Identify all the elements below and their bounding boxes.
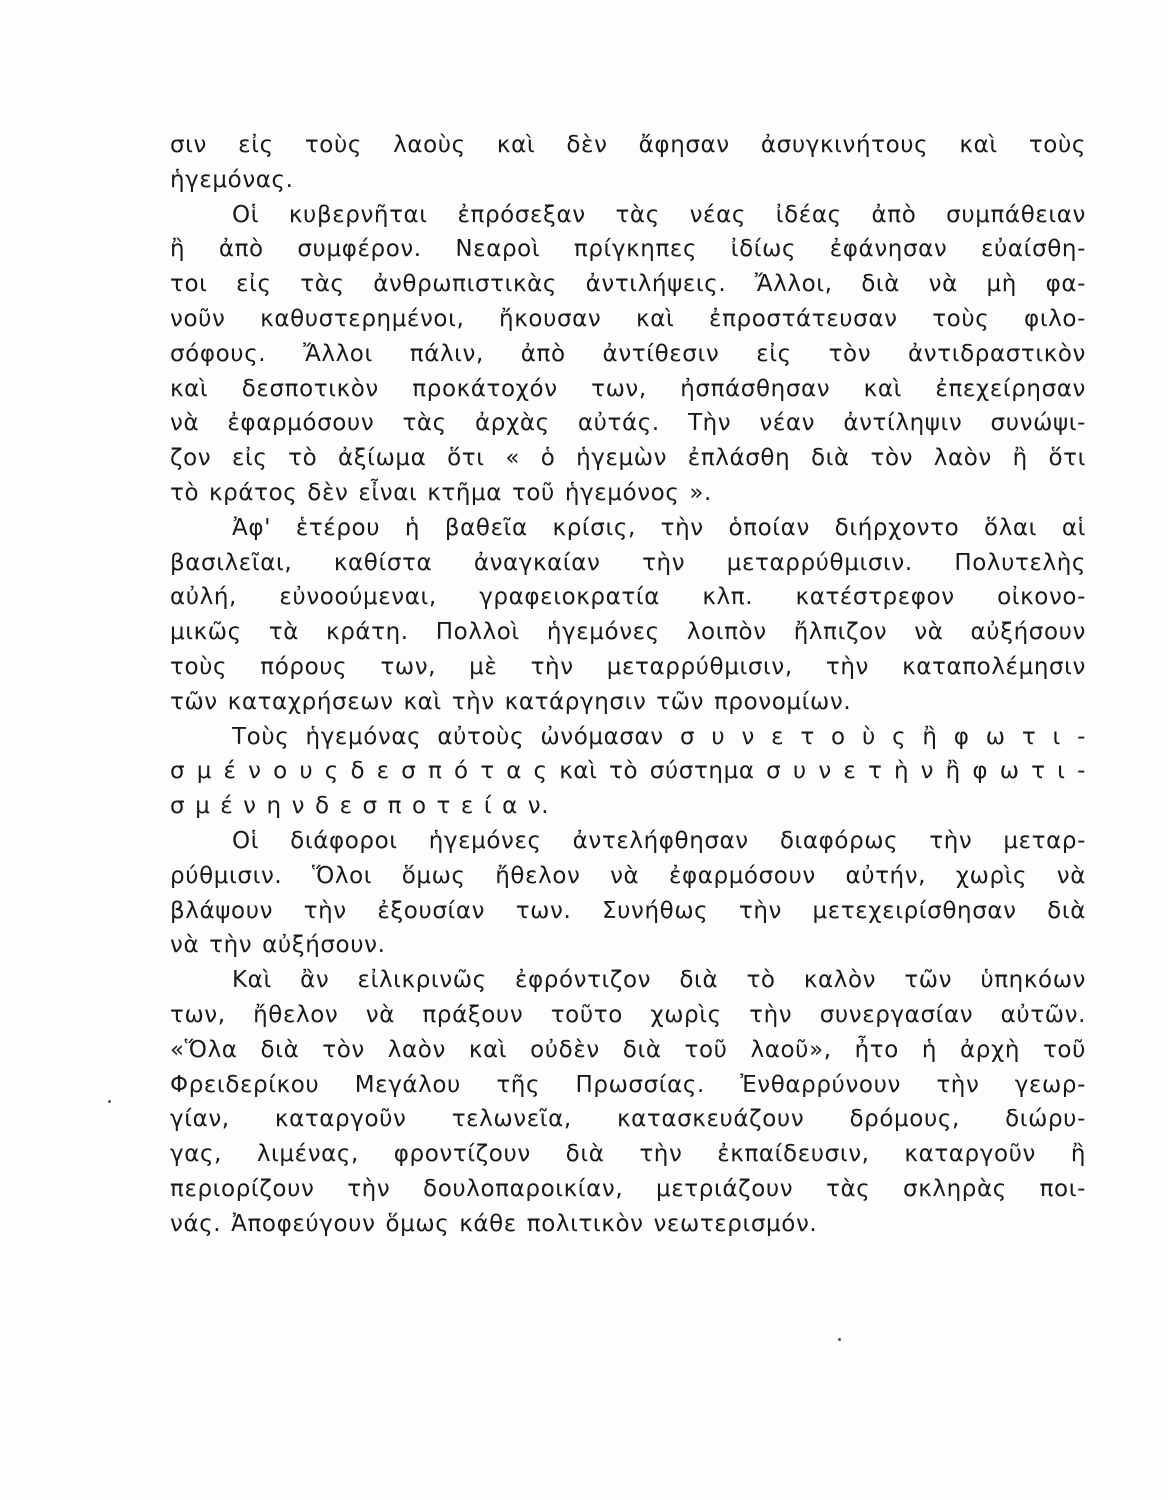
text-line: Φρειδερίκου Μεγάλου τῆς Πρωσσίας. Ἐνθαρρύνουν τὴν γεωρ- <box>170 1071 1086 1098</box>
text-line: νοῦν καθυστερημένοι, ἤκουσαν καὶ ἐπροστάτευσαν τοὺς φιλο- <box>170 305 1086 332</box>
text-line: μικῶς τὰ κράτη. Πολλοὶ ἡγεμόνες λοιπὸν ἤλπιζον νὰ αὐξήσουν <box>170 619 1086 646</box>
paragraph-start-line: Τοὺς ἡγεμόνας αὐτοὺς ὠνόμασαν σ υ ν ε τ ο ὺ ς ἢ φ ω τ ι - <box>232 723 1086 750</box>
text-line: σιν εἰς τοὺς λαοὺς καὶ δὲν ἄφησαν ἀσυγκινήτους καὶ τοὺς <box>170 132 1086 158</box>
text-line: περιορίζουν τὴν δουλοπαροικίαν, μετριάζουν τὰς σκληρὰς ποι- <box>170 1175 1086 1202</box>
text-line: αὐλή, εὐνοούμεναι, γραφειοκρατία κλπ. κατέστρεφον οἰκονο- <box>170 584 1086 611</box>
paragraph-start-line: Οἱ κυβερνῆται ἐπρόσεξαν τὰς νέας ἰδέας ἀπὸ συμπάθειαν <box>232 201 1086 228</box>
text-line: των, ἤθελον νὰ πράξουν τοῦτο χωρὶς τὴν συνεργασίαν αὐτῶν. <box>170 1001 1086 1028</box>
text-line: τὸ κράτος δὲν εἶναι κτῆμα τοῦ ἡγεμόνος ». <box>170 479 712 506</box>
text-line: ἢ ἀπὸ συμφέρον. Νεαροὶ πρίγκηπες ἰδίως ἐφάνησαν εὐαίσθη- <box>170 236 1086 263</box>
text-line: βασιλεῖαι, καθίστα ἀναγκαίαν τὴν μεταρρύθμισιν. Πολυτελὴς <box>170 549 1086 576</box>
text-line: βλάψουν τὴν ἐξουσίαν των. Συνήθως τὴν μετεχειρίσθησαν διὰ <box>170 897 1086 924</box>
text-line: νάς. Ἀποφεύγουν ὅμως κάθε πολιτικὸν νεωτερισμόν. <box>170 1210 818 1237</box>
paragraph-start-line: Ἀφ' ἑτέρου ἡ βαθεῖα κρίσις, τὴν ὁποίαν διήρχοντο ὅλαι αἱ <box>232 514 1086 541</box>
text-line: ἡγεμόνας. <box>170 166 294 193</box>
paragraph-start-line: Οἱ διάφοροι ἡγεμόνες ἀντελήφθησαν διαφόρως τὴν μεταρ- <box>232 827 1086 854</box>
text-line: τῶν καταχρήσεων καὶ τὴν κατάργησιν τῶν προνομίων. <box>170 688 852 715</box>
text-line: νὰ ἐφαρμόσουν τὰς ἀρχὰς αὐτάς. Τὴν νέαν ἀντίληψιν συνώψι- <box>170 410 1086 437</box>
text-line: καὶ δεσποτικὸν προκάτοχόν των, ἠσπάσθησαν καὶ ἐπεχείρησαν <box>170 375 1086 402</box>
text-line: σ μ έ ν η ν δ ε σ π ο τ ε ί α ν. <box>170 793 550 820</box>
text-line: «Ὅλα διὰ τὸν λαὸν καὶ οὐδὲν διὰ τοῦ λαοῦ», ἦτο ἡ ἀρχὴ τοῦ <box>170 1036 1086 1063</box>
text-line: γίαν, καταργοῦν τελωνεῖα, κατασκευάζουν δρόμους, διώρυ- <box>170 1106 1086 1133</box>
paragraph-start-line: Καὶ ἂν εἰλικρινῶς ἐφρόντιζον διὰ τὸ καλὸν τῶν ὑπηκόων <box>232 967 1086 994</box>
text-line: τοὺς πόρους των, μὲ τὴν μεταρρύθμισιν, τὴν καταπολέμησιν <box>170 653 1086 680</box>
text-line: ζον εἰς τὸ ἀξίωμα ὅτι « ὁ ἡγεμὼν ἐπλάσθη διὰ τὸν λαὸν ἢ ὅτι <box>170 445 1086 472</box>
text-line: σόφους. Ἄλλοι πάλιν, ἀπὸ ἀντίθεσιν εἰς τὸν ἀντιδραστικὸν <box>170 340 1086 367</box>
scan-speck <box>108 1100 111 1103</box>
text-line: γας, λιμένας, φροντίζουν διὰ τὴν ἐκπαίδευσιν, καταργοῦν ἢ <box>170 1141 1086 1168</box>
text-line: σ μ έ ν ο υ ς δ ε σ π ό τ α ς καὶ τὸ σύστημα σ υ ν ε τ ὴ ν ἢ φ ω τ ι - <box>170 758 1086 785</box>
text-line: νὰ τὴν αὐξήσουν. <box>170 932 386 959</box>
body-text <box>170 128 1086 1242</box>
text-line: ρύθμισιν. Ὅλοι ὅμως ἤθελον νὰ ἐφαρμόσουν αὐτήν, χωρὶς νὰ <box>170 862 1086 889</box>
scan-speck <box>838 1338 841 1341</box>
text-line: τοι εἰς τὰς ἀνθρωπιστικὰς ἀντιλήψεις. Ἄλλοι, διὰ νὰ μὴ φα- <box>170 271 1086 298</box>
